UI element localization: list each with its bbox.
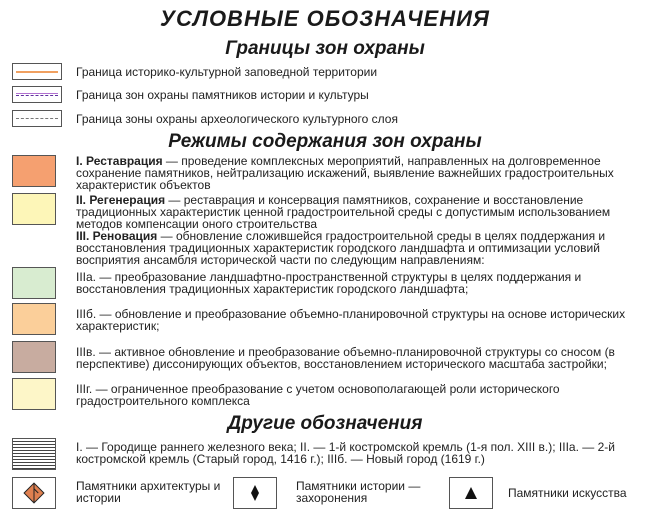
regime-renovation-title: III. Реновация xyxy=(76,229,158,243)
regime-renovation-b: IIIб. — обновление и преобразование объемно-планировочной структуры на основе исторических характеристик; xyxy=(76,307,626,333)
architecture-monument-icon xyxy=(13,478,55,508)
regime-restoration-title: I. Реставрация xyxy=(76,154,163,168)
art-monument-label: Памятники искусства xyxy=(508,486,627,500)
swatch-renovation-c xyxy=(12,341,56,373)
regime-renovation-text: — обновление сложившейся градостроительной среды в целях поддержания и восстановления традиционных характеристик городского ландшафта и оптимизации условий восприятия ансамбля исторической части по следующим направлениям: xyxy=(76,229,606,267)
architecture-monument-label: Памятники архитектуры и истории xyxy=(76,479,221,505)
swatch-renovation-a xyxy=(12,267,56,299)
section-title-other: Другие обозначения xyxy=(227,413,423,434)
border-label-monuments: Граница зон охраны памятников истории и культуры xyxy=(76,88,369,102)
regime-renovation-a: IIIа. — преобразование ландшафтно-пространственной структуры в целях поддержания и восстановления традиционных характеристик городского ландшафта; xyxy=(76,270,582,296)
burial-monument-label: Памятники истории — захоронения xyxy=(296,479,421,505)
regime-regeneration-text: — реставрация и консервация памятников, сохранение и восстановление традиционных характеристик ценной градостроительной среды с допустимым использованием методов компенсации оного строительства xyxy=(76,193,611,231)
swatch-historic-layers xyxy=(12,438,56,470)
swatch-renovation-d xyxy=(12,378,56,410)
border-label-archaeology: Граница зоны охраны археологического культурного слоя xyxy=(76,112,398,126)
art-monument-icon xyxy=(450,478,492,508)
border-swatch-reserve xyxy=(12,63,62,80)
border-swatch-archaeology xyxy=(12,110,62,127)
regime-regeneration-title: II. Регенерация xyxy=(76,193,166,207)
architecture-monument-swatch xyxy=(12,477,56,509)
regime-regeneration xyxy=(76,194,641,230)
regime-restoration xyxy=(76,155,641,191)
swatch-restoration xyxy=(12,155,56,187)
regime-restoration-text: — проведение комплексных мероприятий, направленных на долговременное сохранение памятников, нейтрализацию искажений, выявление важнейших градостроительных характеристик объектов xyxy=(76,154,614,192)
border-swatch-monuments xyxy=(12,86,62,103)
historic-layers-text: I. — Городище раннего железного века; II. — 1-й костромской кремль (1-я пол. XIII в.); IIIа. — 2-й костромской кремль (Старый город, 1416 г.); IIIб. — Новый город (1619 г.) xyxy=(76,440,615,466)
regime-renovation xyxy=(76,230,641,266)
section-title-borders: Границы зон охраны xyxy=(225,38,425,59)
regime-renovation-c: IIIв. — активное обновление и преобразование объемно-планировочной структуры со сносом (в перспективе) диссонирующих объектов, восстановлением исторического масштаба застройки; xyxy=(76,345,615,371)
art-monument-swatch xyxy=(449,477,493,509)
swatch-regeneration xyxy=(12,193,56,225)
burial-monument-swatch xyxy=(233,477,277,509)
section-title-regimes: Режимы содержания зон охраны xyxy=(168,131,482,152)
burial-monument-icon xyxy=(234,478,276,508)
legend-title: УСЛОВНЫЕ ОБОЗНАЧЕНИЯ xyxy=(160,6,490,31)
regime-renovation-d: IIIг. — ограниченное преобразование с учетом основополагающей роли исторического градостроительного комплекса xyxy=(76,382,560,408)
border-label-reserve: Граница историко-культурной заповедной территории xyxy=(76,65,378,79)
swatch-renovation-b xyxy=(12,303,56,335)
